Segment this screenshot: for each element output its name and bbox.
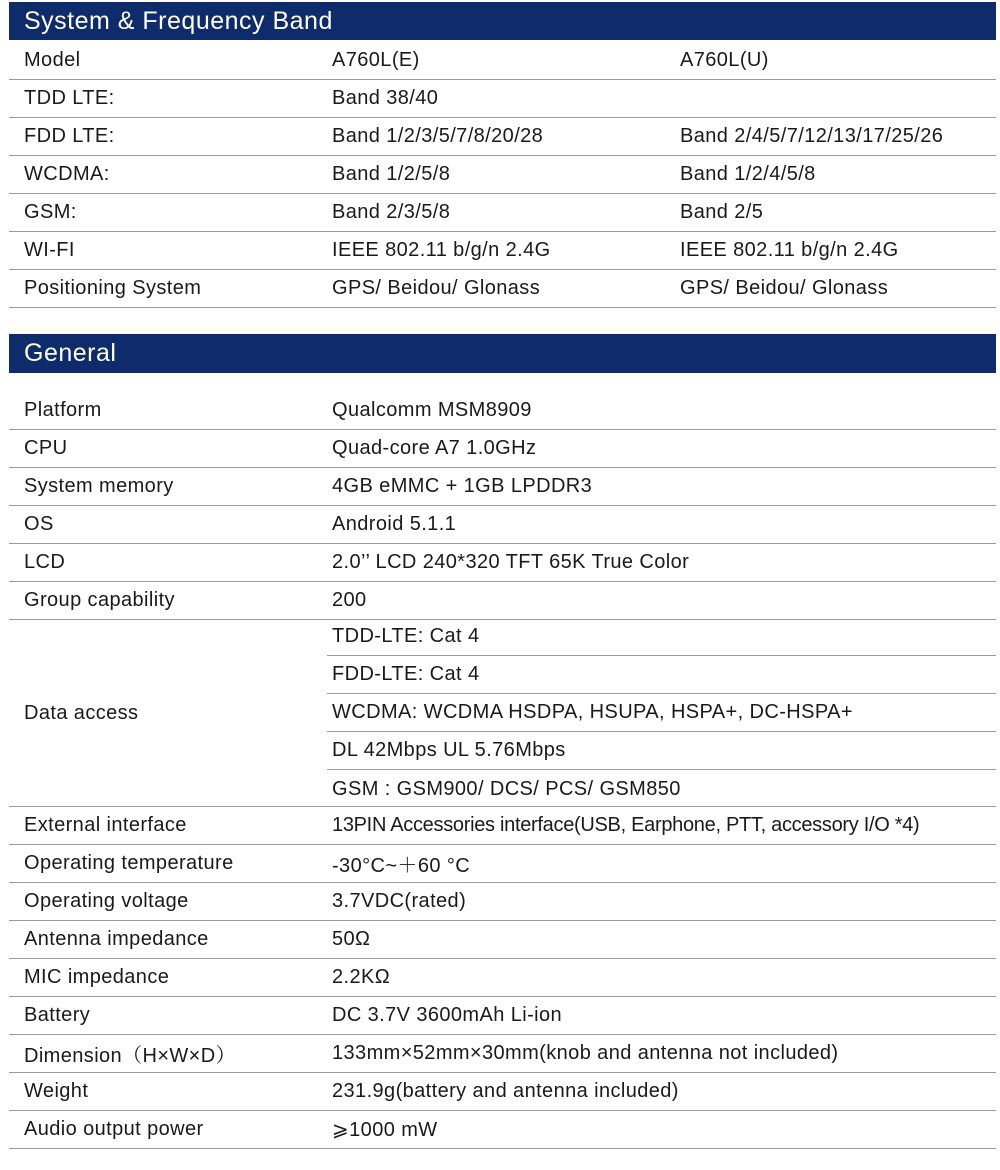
spec-value: 3.7VDC(rated): [332, 890, 467, 912]
spec-label: System memory: [24, 475, 174, 497]
spec-row-battery: [9, 997, 996, 1035]
spec-value: -30°C~＋60 °C: [332, 855, 471, 877]
data-access-line: DL 42Mbps UL 5.76Mbps: [327, 732, 996, 770]
spec-row-wifi: [9, 232, 996, 270]
spec-row-audio-output-power: [9, 1111, 996, 1149]
spec-value: 4GB eMMC + 1GB LPDDR3: [332, 475, 593, 497]
spec-value-e: GPS/ Beidou/ Glonass: [332, 277, 541, 299]
spec-row-weight: [9, 1073, 996, 1111]
spec-row-mic-impedance: [9, 959, 996, 997]
spec-label: Operating voltage: [24, 890, 189, 912]
spec-value-u: IEEE 802.11 b/g/n 2.4G: [680, 239, 899, 261]
spec-value-e: Band 1/2/3/5/7/8/20/28: [332, 125, 544, 147]
spec-row-wcdma: [9, 156, 996, 194]
spec-row-operating-temperature: [9, 845, 996, 883]
spec-row-gsm: [9, 194, 996, 232]
spec-row-lcd: [9, 544, 996, 582]
data-access-line: WCDMA: WCDMA HSDPA, HSUPA, HSPA+, DC-HSPA+: [327, 694, 996, 732]
spec-value-u: A760L(U): [680, 49, 769, 71]
data-access-line: TDD-LTE: Cat 4: [327, 618, 996, 656]
spec-label: Battery: [24, 1004, 91, 1026]
data-access-label: Data access: [24, 701, 139, 724]
spec-label: TDD LTE:: [24, 87, 115, 109]
spec-label: FDD LTE:: [24, 125, 115, 147]
data-access-line: GSM : GSM900/ DCS/ PCS/ GSM850: [332, 777, 681, 800]
spec-label: Group capability: [24, 589, 175, 611]
spec-value: 231.9g(battery and antenna included): [332, 1080, 679, 1102]
spec-row-group-capability: [9, 582, 996, 620]
spec-row-os: [9, 506, 996, 544]
data-access-line: FDD-LTE: Cat 4: [327, 656, 996, 694]
spec-label: LCD: [24, 551, 66, 573]
spec-value-e: IEEE 802.11 b/g/n 2.4G: [332, 239, 551, 261]
spec-row-dimension: [9, 1035, 996, 1073]
spec-value: Android 5.1.1: [332, 513, 457, 535]
spec-value-e: Band 38/40: [332, 87, 439, 109]
spec-value: Quad-core A7 1.0GHz: [332, 437, 537, 459]
spec-label: Positioning System: [24, 277, 202, 299]
spec-label: OS: [24, 513, 54, 535]
spec-label: Operating temperature: [24, 852, 234, 874]
section-title-system: System & Frequency Band: [24, 6, 333, 35]
spec-value: 2.0’’ LCD 240*320 TFT 65K True Color: [332, 551, 690, 573]
spec-label: Antenna impedance: [24, 928, 209, 950]
spec-label: GSM:: [24, 201, 77, 223]
spec-value: Qualcomm MSM8909: [332, 399, 532, 421]
section-title-general: General: [24, 339, 117, 367]
spec-value-u: Band 2/5: [680, 201, 764, 223]
spec-row-positioning: [9, 270, 996, 308]
spec-value: DC 3.7V 3600mAh Li-ion: [332, 1004, 563, 1026]
spec-value: 133mm×52mm×30mm(knob and antenna not included): [332, 1042, 839, 1064]
spec-row-system-memory: [9, 468, 996, 506]
section-header-system: [9, 2, 996, 40]
spec-label: Dimension（H×W×D）: [24, 1045, 237, 1067]
spec-value: 50Ω: [332, 928, 371, 950]
spec-value-u: Band 1/2/4/5/8: [680, 163, 816, 185]
spec-value: 13PIN Accessories interface(USB, Earphone, PTT, accessory I/O *4): [332, 814, 920, 836]
spec-label: Model: [24, 49, 81, 71]
spec-value-u: Band 2/4/5/7/12/13/17/25/26: [680, 125, 944, 147]
spec-value: 200: [332, 589, 367, 611]
spec-value: 2.2KΩ: [332, 966, 391, 988]
spec-label: WCDMA:: [24, 163, 110, 185]
spec-value-e: Band 2/3/5/8: [332, 201, 451, 223]
spec-value-e: A760L(E): [332, 49, 420, 71]
spec-label: Weight: [24, 1080, 89, 1102]
spec-row-platform: [9, 392, 996, 430]
spec-label: CPU: [24, 437, 68, 459]
spec-label: Platform: [24, 399, 102, 421]
spec-value-e: Band 1/2/5/8: [332, 163, 451, 185]
spec-row-operating-voltage: [9, 883, 996, 921]
spec-row-antenna-impedance: [9, 921, 996, 959]
spec-value: ⩾1000 mW: [332, 1119, 438, 1141]
spec-row-fdd-lte: [9, 118, 996, 156]
spec-row-tdd-lte: [9, 80, 996, 118]
spec-label: Audio output power: [24, 1118, 204, 1140]
spec-row-external-interface: [9, 807, 996, 845]
spec-label: External interface: [24, 814, 187, 836]
section-header-general: [9, 334, 996, 373]
spec-row-model: [9, 42, 996, 80]
spec-row-cpu: [9, 430, 996, 468]
spec-label: MIC impedance: [24, 966, 170, 988]
spec-value-u: GPS/ Beidou/ Glonass: [680, 277, 889, 299]
spec-label: WI-FI: [24, 239, 75, 261]
